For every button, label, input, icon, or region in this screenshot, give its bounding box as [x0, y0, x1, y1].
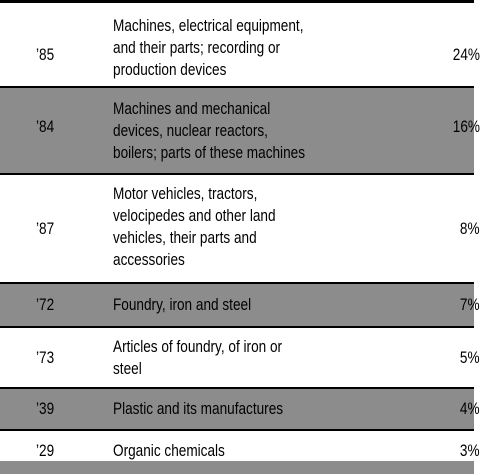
- hs-code: ’87: [36, 219, 55, 238]
- share-value: 24%: [452, 45, 480, 64]
- product-description: [113, 440, 345, 462]
- description-line: Plastic and its manufactures: [113, 399, 284, 418]
- description-line: boilers; parts of these machines: [113, 143, 306, 162]
- description-line: production devices: [113, 60, 227, 79]
- product-description: [113, 336, 345, 380]
- description-line: and their parts; recording or: [113, 38, 281, 57]
- share-value: 16%: [452, 117, 480, 136]
- description-line: Organic chemicals: [113, 441, 225, 460]
- table-row: [0, 328, 480, 387]
- product-description: [113, 398, 345, 420]
- description-line: Articles of foundry, of iron or: [113, 337, 283, 356]
- hs-code: ’39: [36, 399, 55, 418]
- description-line: accessories: [113, 250, 185, 269]
- share-value: 5%: [460, 348, 480, 367]
- share-value: 4%: [460, 399, 480, 418]
- hs-code: ’29: [36, 441, 55, 460]
- share-value: 3%: [460, 441, 480, 460]
- description-line: velocipedes and other land: [113, 206, 276, 225]
- hs-code: ’84: [36, 117, 55, 136]
- share-value: 7%: [460, 295, 480, 314]
- description-line: Foundry, iron and steel: [113, 295, 252, 314]
- table-row: [0, 431, 480, 461]
- table-row: [0, 88, 480, 173]
- hs-code: ’72: [36, 295, 55, 314]
- share-value: 8%: [460, 219, 480, 238]
- table-row: [0, 3, 480, 86]
- hs-code: ’73: [36, 348, 55, 367]
- product-description: [113, 98, 345, 164]
- description-line: Motor vehicles, tractors,: [113, 184, 258, 203]
- description-line: steel: [113, 359, 142, 378]
- table-row: [0, 389, 480, 429]
- description-line: Machines, electrical equipment,: [113, 16, 304, 35]
- product-description: [113, 294, 345, 316]
- product-description: [113, 183, 345, 271]
- product-description: [113, 15, 345, 81]
- hs-code: ’85: [36, 45, 55, 64]
- description-line: Machines and mechanical: [113, 99, 271, 118]
- description-line: devices, nuclear reactors,: [113, 121, 268, 140]
- table-row: [0, 284, 480, 326]
- description-line: vehicles, their parts and: [113, 228, 257, 247]
- next-row-edge: [0, 461, 474, 474]
- table-row: [0, 175, 480, 282]
